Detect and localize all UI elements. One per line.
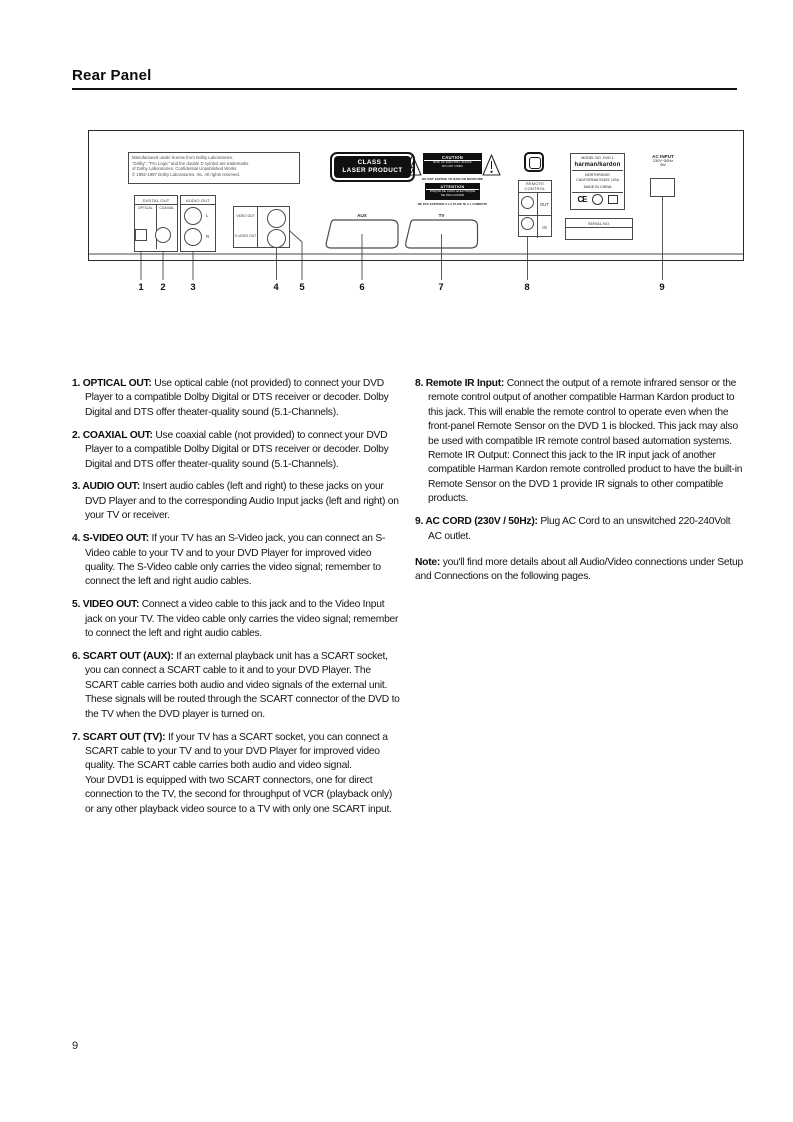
attention-line1: RISQUE DE CHOC ELECTRIQUE [429, 189, 476, 193]
item-body: If an external playback unit has a SCART socket, you can connect a SCART cable to it and to your DVD Player. The SCART cable carries both audio and video signals of the external unit. These signals will be routed through the SCART connector of the DVD to the TV when the DVD player is turned on. [85, 651, 400, 720]
audio-left-label: L [206, 213, 209, 218]
note-body: you'll find more details about all Audio/Video connections under Setup and Connections on the following pages. [415, 556, 743, 583]
instruction-item [72, 532, 400, 590]
instruction-item [415, 377, 743, 507]
video-out-label: VIDEO OUT [236, 214, 255, 218]
remote-label-line2: CONTROL [524, 185, 546, 191]
scart-aux-label: AUX [357, 212, 367, 218]
double-insulation-icon [524, 152, 544, 172]
dolby-license-label [128, 152, 300, 184]
callout-8: 8 [524, 282, 530, 293]
caution-label [423, 153, 482, 174]
dolby-license-line: © 1992-1997 Dolby Laboratories, Inc. All rights reserved. [132, 171, 241, 177]
caution-foot-text: DO NOT EXPOSE TO RAIN OR MOISTURE [421, 177, 484, 181]
class1-laser-label [330, 152, 415, 182]
item-lead: 2. COAXIAL OUT: [72, 429, 153, 441]
approval-mark-icon [592, 194, 603, 205]
s-video-out-label: S-VIDEO OUT [234, 234, 257, 238]
remote-out-label: OUT [539, 201, 550, 207]
instruction-item [72, 480, 400, 523]
callout-4: 4 [273, 282, 279, 293]
callout-1: 1 [138, 282, 144, 293]
callout-7: 7 [438, 282, 444, 293]
instruction-item [72, 731, 400, 817]
item-body: Plug AC Cord to an unswitched 220-240Volt AC outlet. [428, 516, 731, 542]
item-lead: 5. VIDEO OUT: [72, 599, 140, 611]
made-in-label: MADE IN CHINA [572, 183, 623, 193]
item-body: Connect the output of a remote infrared sensor or the remote control output of another compatible Harman Kardon product to this jack. This will enable the remote control to operate even when the front-panel Remote Sensor on the DVD 1 is blocked. This jack may also be used with compatible IR remote control based automation systems. Remote IR Output: Connect this jack to the IR input jack of another compatible Harman Kardon remote controlled product to have the built-in Remote Sensor on the DVD 1 provide IR signals to other compatible products. [428, 378, 743, 505]
caution-line2: DO NOT OPEN [442, 163, 463, 168]
page-title: Rear Panel [72, 67, 152, 84]
cert-square-icon [608, 195, 618, 204]
coaxial-out-jack [155, 227, 171, 243]
dolby-license-line: "Dolby", "Pro Logic" and the double D symbol are trademarks [132, 160, 249, 166]
ac-input-label [636, 154, 690, 167]
optical-label: OPTICAL [135, 205, 157, 249]
serial-number-box [565, 218, 633, 240]
item-body: If your TV has a SCART socket, you can connect a SCART cable to your TV and to your DVD Player for improved video quality. The SCART cable carries both audio and video signal. [85, 731, 388, 772]
dolby-license-line: Manufactured under license from Dolby Laboratories. [132, 155, 234, 160]
scart-tv-label: TV [438, 212, 445, 218]
ac-input-line1: AC INPUT [652, 154, 674, 159]
callout-9: 9 [659, 282, 665, 293]
attention-line2: NE PAS OUVRIR [440, 192, 464, 197]
s-video-out-jack [267, 229, 286, 248]
item-body-continued: Your DVD1 is equipped with two SCART connectors, one for direct connection to the TV, the second for throughput of VCR (playback only) or any other playback video source to a TV with only one SCART input. [85, 774, 393, 815]
caution-line1: RISK OF ELECTRIC SHOCK [433, 160, 472, 164]
audio-out-right-jack [184, 228, 202, 246]
item-lead: 7. SCART OUT (TV): [72, 731, 166, 743]
ac-cord-socket [650, 178, 675, 197]
item-lead: 3. AUDIO OUT: [72, 481, 140, 493]
rear-panel-diagram [88, 130, 745, 302]
class1-line1: CLASS 1 [357, 159, 388, 166]
model-number: MODEL NO. DVD 1 [581, 156, 614, 160]
item-body: If your TV has an S-Video jack, you can connect an S-Video cable to your TV and to your DVD Player for improved video quality. The S-Video cable only carries the video signal; remember to connect the left and right audio cables. [85, 533, 386, 588]
attention-title: ATTENTION [426, 184, 479, 190]
callout-2: 2 [160, 282, 166, 293]
note-block [415, 556, 743, 585]
instruction-item [72, 650, 400, 722]
audio-out-label: AUDIO OUT [181, 196, 215, 205]
item-body: Insert audio cables (left and right) to these jacks on your DVD Player and to the corresponding Audio Input jacks (left and right) on your TV or receiver. [85, 481, 399, 522]
note-lead: Note: [415, 556, 441, 568]
instruction-item [72, 598, 400, 641]
audio-right-label: R [206, 234, 210, 239]
item-lead: 4. S-VIDEO OUT: [72, 533, 149, 545]
ce-mark-icon: CE [577, 195, 587, 204]
item-lead: 8. Remote IR Input: [415, 378, 505, 389]
item-body: Use coaxial cable (not provided) to connect your DVD Player to a compatible Dolby Digital or DTS receiver or decoder. Dolby Digital and DTS offer theater-quality sound (5.1-Channels). [85, 429, 389, 470]
coaxial-label: COAXIAL [159, 206, 175, 210]
attention-label [425, 183, 480, 200]
instructions-right-column [415, 377, 743, 585]
attention-foot-text: NE PAS EXPOSER A LA PLUIE NI A L'HUMIDITE [417, 202, 488, 206]
remote-in-label: IN [542, 224, 547, 230]
callout-5: 5 [299, 282, 305, 293]
instruction-item [72, 429, 400, 472]
remote-label-line1: REMOTE [525, 181, 545, 186]
ac-input-line2: 230V~50Hz [653, 159, 673, 163]
audio-out-left-jack [184, 207, 202, 225]
digital-out-group [134, 195, 178, 252]
caution-title: CAUTION [424, 154, 481, 161]
item-lead: 1. OPTICAL OUT: [72, 378, 152, 389]
address-line1: NORTHRIDGE [585, 173, 610, 177]
page-number: 9 [72, 1040, 79, 1052]
ac-input-line3: 9W [660, 163, 666, 167]
digital-out-label: DIGITAL OUT [135, 196, 177, 205]
remote-ir-in-jack [521, 217, 534, 230]
callout-3: 3 [190, 282, 196, 293]
video-out-jack [267, 209, 286, 228]
remote-ir-out-jack [521, 196, 534, 209]
brand-logo: harman/kardon [572, 161, 623, 171]
instructions-left-column [72, 377, 400, 825]
serial-no-label: SERIAL NO. [566, 219, 632, 228]
dolby-license-line: of Dolby Laboratories. Confidential Unpublished Works. [132, 166, 238, 172]
instruction-item [72, 377, 400, 420]
item-body: Use optical cable (not provided) to connect your DVD Player to a compatible Dolby Digital or DTS receiver or decoder. Dolby Digital and DTS offer theater-quality sound (5.1-Channels). [85, 378, 389, 418]
optical-out-jack [135, 229, 147, 241]
model-label [570, 153, 625, 210]
title-rule [72, 88, 737, 90]
address-line2: CALIFORNIA 91329, USA [576, 178, 619, 182]
class1-line2: LASER PRODUCT [342, 167, 403, 174]
item-lead: 9. AC CORD (230V / 50Hz): [415, 516, 538, 528]
instruction-item [415, 515, 743, 544]
callout-6: 6 [359, 282, 365, 293]
item-body: Connect a video cable to this jack and to the Video Input jack on your TV. The video cable only carries the video signal; remember to connect the left and right audio cables. [85, 599, 399, 640]
item-lead: 6. SCART OUT (AUX): [72, 651, 174, 662]
